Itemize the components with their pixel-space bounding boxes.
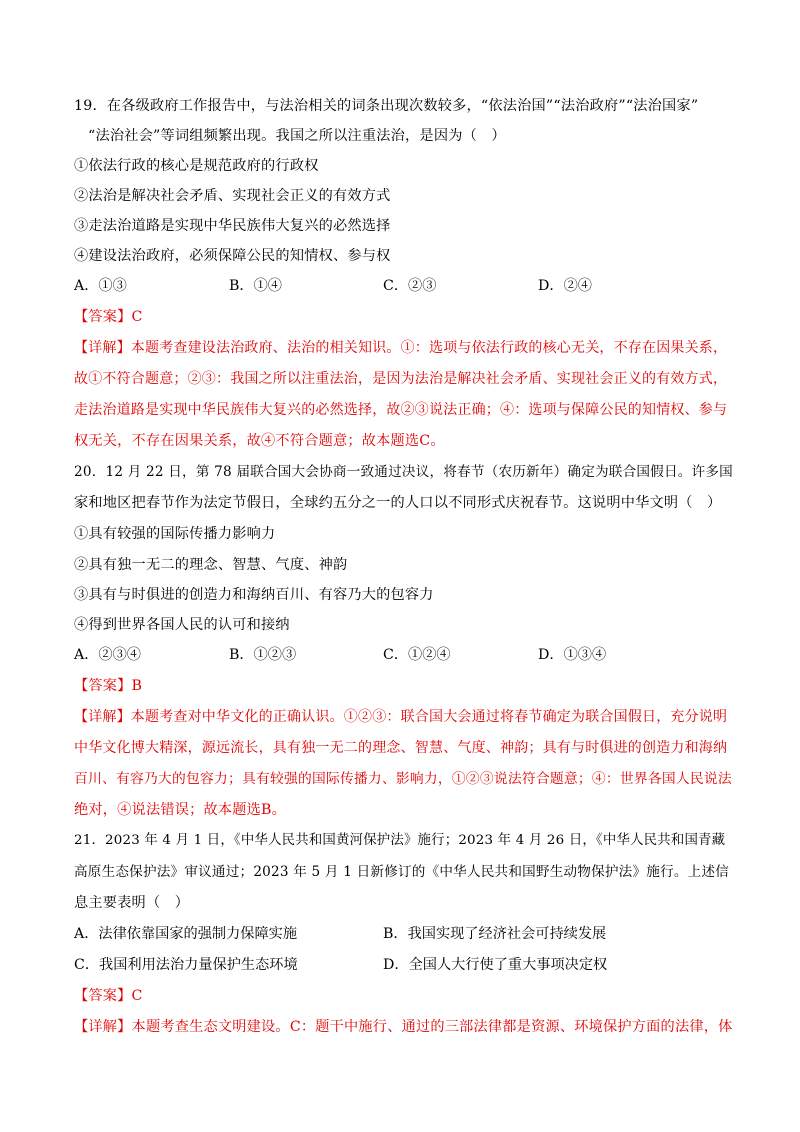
q21-option-b: B．我国实现了经济社会可持续发展 <box>383 926 607 942</box>
q21-option-d: D．全国人大行使了重大事项决定权 <box>383 957 608 973</box>
q20-answer: 【答案】B <box>74 678 143 694</box>
q19-answer: 【答案】C <box>74 309 143 325</box>
q20-option-b: B．①②③ <box>229 647 297 663</box>
q19-stem-line-1: 19．在各级政府工作报告中，与法治相关的词条出现次数较多，“依法治国”“法治政府”“法治国家” <box>74 98 699 114</box>
q19-item-3: ③走法治道路是实现中华民族伟大复兴的必然选择 <box>74 218 391 234</box>
q21-answer: 【答案】C <box>74 988 143 1004</box>
q19-item-2: ②法治是解决社会矛盾、实现社会正义的有效方式 <box>74 188 391 204</box>
q19-detail-line-1: 【详解】本题考查建设法治政府、法治的相关知识。①：选项与依法行政的核心无关，不存在因果关系， <box>74 340 728 356</box>
q21-option-c: C．我国利用法治力量保护生态环境 <box>74 957 298 973</box>
q19-detail-line-2: 故①不符合题意；②③：我国之所以注重法治，是因为法治是解决社会矛盾、实现社会正义的有效方式， <box>74 371 728 387</box>
q19-stem-line-2: “法治社会”等词组频繁出现。我国之所以注重法治，是因为（ ） <box>88 128 506 144</box>
q20-option-d: D．①③④ <box>538 647 607 663</box>
q20-item-2: ②具有独一无二的理念、智慧、气度、神韵 <box>74 557 348 573</box>
q20-item-3: ③具有与时俱进的创造力和海纳百川、有容乃大的包容力 <box>74 587 434 603</box>
q20-item-1: ①具有较强的国际传播力影响力 <box>74 526 276 542</box>
q19-item-4: ④建设法治政府，必须保障公民的知情权、参与权 <box>74 248 391 264</box>
q20-stem-line-1: 20．12 月 22 日，第 78 届联合国大会协商一致通过决议，将春节（农历新年）确定为联合国假日。许多国 <box>74 464 733 480</box>
q20-stem-line-2: 家和地区把春节作为法定节假日，全球约五分之一的人口以不同形式庆祝春节。这说明中华文明（ ） <box>74 495 722 511</box>
q20-detail-line-2: 中华文化博大精深，源远流长，具有独一无二的理念、智慧、气度、神韵；具有与时俱进的创造力和海纳 <box>74 740 728 756</box>
q21-stem-line-2: 高原生态保护法》审议通过；2023 年 5 月 1 日新修订的《中华人民共和国野生动物保护法》施行。上述信 <box>74 864 730 880</box>
q21-stem-line-3: 息主要表明（ ） <box>74 895 190 911</box>
q19-option-d: D．②④ <box>538 278 592 294</box>
q20-item-4: ④得到世界各国人民的认可和接纳 <box>74 617 290 633</box>
q20-detail-line-1: 【详解】本题考查对中华文化的正确认识。①②③：联合国大会通过将春节确定为联合国假日，充分说明 <box>74 709 728 725</box>
q19-detail-line-4: 权无关，不存在因果关系，故④不符合题意；故本题选C。 <box>74 433 445 449</box>
q20-detail-line-4: 绝对，④说法错误；故本题选B。 <box>74 802 287 818</box>
q20-option-c: C．①②④ <box>383 647 451 663</box>
q20-option-a: A．②③④ <box>74 647 141 663</box>
q19-option-a: A．①③ <box>74 278 127 294</box>
q21-stem-line-1: 21．2023 年 4 月 1 日，《中华人民共和国黄河保护法》施行；2023 年 4 月 26 日，《中华人民共和国青藏 <box>74 833 726 848</box>
q19-option-b: B．①④ <box>229 278 282 294</box>
q20-detail-line-3: 百川、有容乃大的包容力；具有较强的国际传播力、影响力，①②③说法符合题意；④：世界各国人民说法 <box>74 771 732 787</box>
q19-option-c: C．②③ <box>383 278 437 294</box>
q21-option-a: A．法律依靠国家的强制力保障实施 <box>74 926 298 942</box>
q19-detail-line-3: 走法治道路是实现中华民族伟大复兴的必然选择，故②③说法正确；④：选项与保障公民的知情权、参与 <box>74 402 728 418</box>
q19-item-1: ①依法行政的核心是规范政府的行政权 <box>74 158 319 174</box>
q21-detail-line-1: 【详解】本题考查生态文明建设。C：题干中施行、通过的三部法律都是资源、环境保护方面的法律，体 <box>74 1019 733 1035</box>
